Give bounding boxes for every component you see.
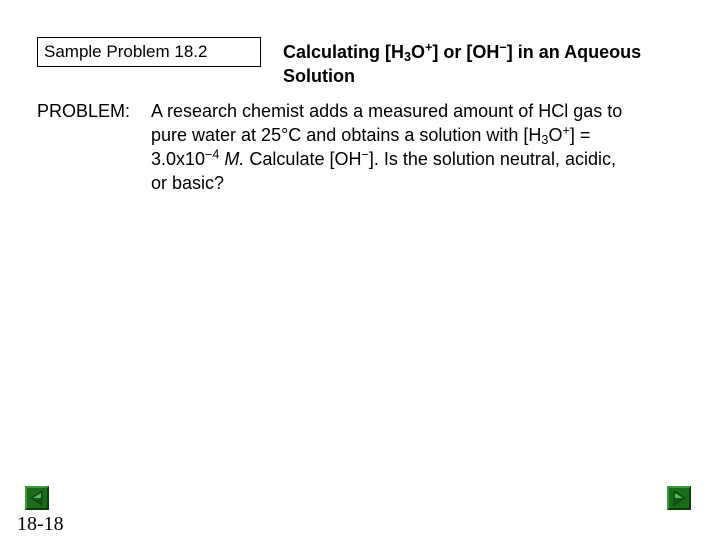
next-slide-icon bbox=[669, 488, 689, 508]
problem-superscript: + bbox=[562, 123, 570, 138]
problem-statement bbox=[151, 99, 631, 195]
sample-problem-text: Sample Problem 18.2 bbox=[44, 42, 208, 61]
problem-text: Calculate [OH bbox=[244, 149, 362, 169]
title-text: ] in an Aqueous Solution bbox=[283, 42, 642, 86]
sample-problem-label bbox=[37, 37, 261, 67]
problem-text: A research chemist adds a measured amount of HCl gas to pure water at 25°C and obtains a solution with [H bbox=[151, 101, 623, 145]
title-text: Calculating [H bbox=[283, 42, 405, 62]
title-superscript: + bbox=[425, 40, 433, 55]
page-title bbox=[283, 40, 683, 88]
title-text: O bbox=[411, 42, 426, 62]
problem-exponent: −4 bbox=[205, 147, 220, 162]
page-number: 18-18 bbox=[17, 513, 64, 535]
title-text: ] or [OH bbox=[432, 42, 500, 62]
molarity-unit: M. bbox=[224, 149, 245, 169]
title-superscript: − bbox=[499, 40, 507, 55]
problem-subscript: 3 bbox=[541, 133, 549, 148]
problem-label: PROBLEM: bbox=[37, 101, 131, 121]
problem-text: O bbox=[548, 125, 563, 145]
problem-text: ]. Is the solution neutral, acidic, or basic? bbox=[151, 149, 616, 193]
problem-superscript: − bbox=[361, 147, 369, 162]
problem-text: ] = 3.0x10 bbox=[151, 125, 591, 169]
previous-slide-button[interactable] bbox=[25, 486, 49, 510]
previous-slide-icon bbox=[27, 488, 47, 508]
next-slide-button[interactable] bbox=[667, 486, 691, 510]
title-subscript: 3 bbox=[404, 50, 412, 65]
